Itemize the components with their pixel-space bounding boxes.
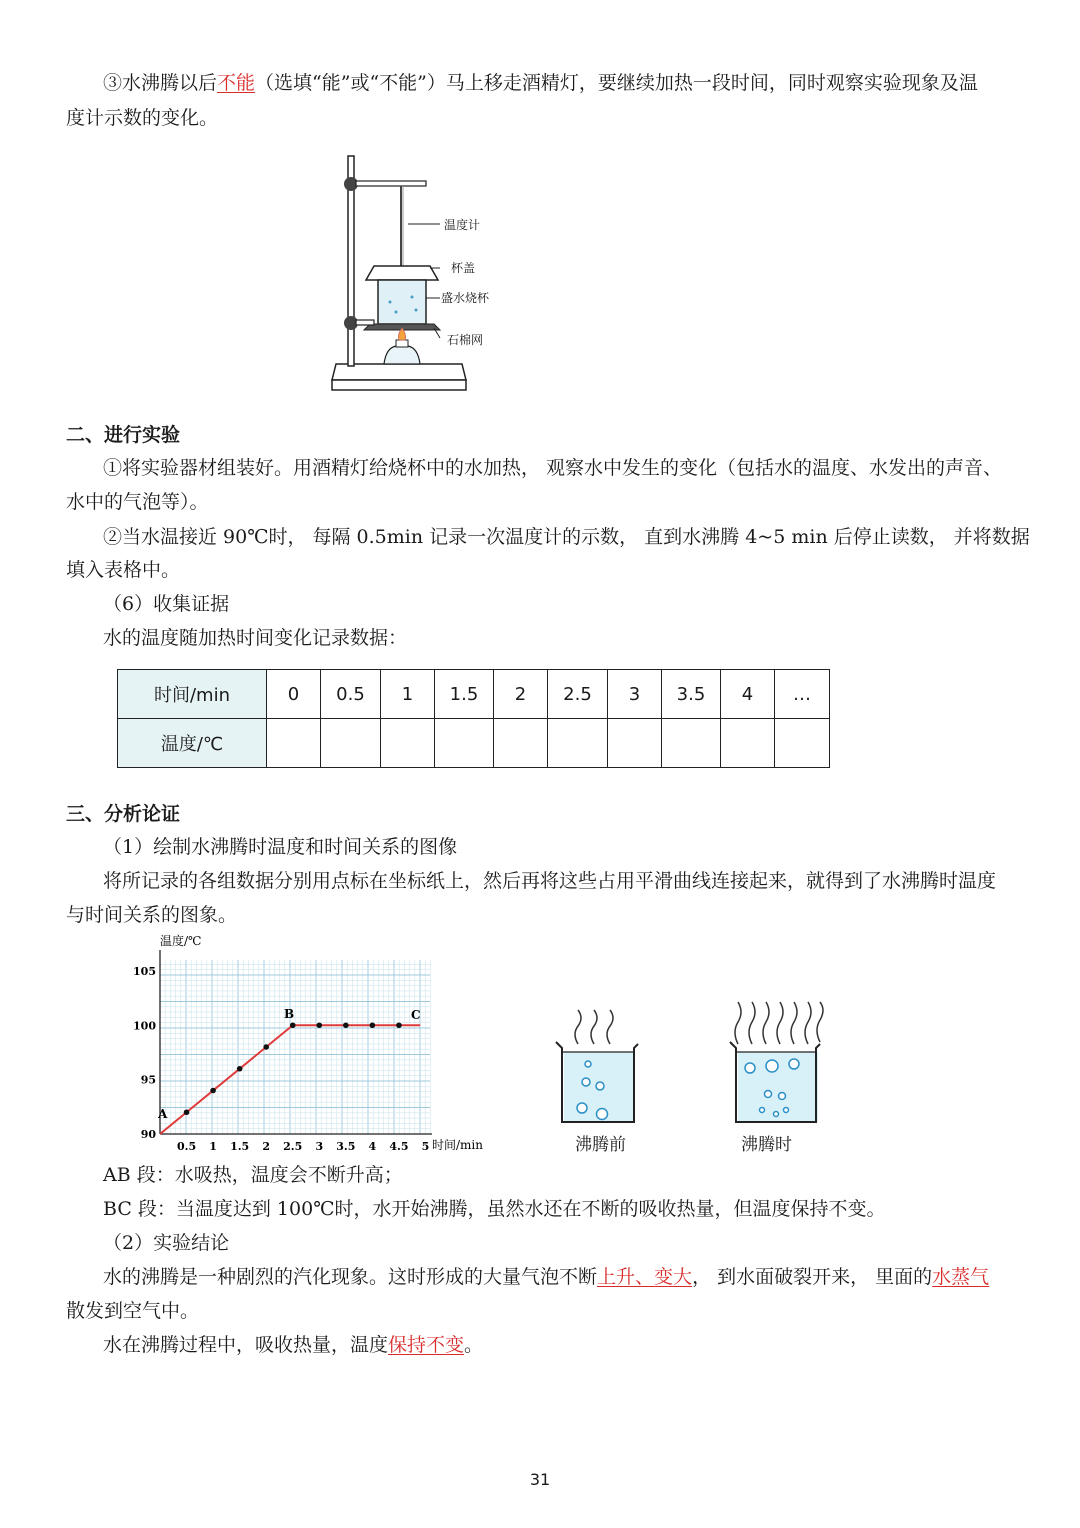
table-cell: 2 [494,670,548,719]
answer-grow: 变大 [654,1266,693,1288]
table-cell: 1.5 [435,670,494,719]
section-2-title: 二、进行实验 [66,424,181,446]
data-point [370,1022,376,1028]
y-tick-label: 100 [133,1019,156,1033]
table-row-time [118,670,830,719]
data-point [343,1022,349,1028]
table-cell-empty [608,719,662,768]
point-label-a: A [158,1107,168,1121]
table-cell-empty [494,719,548,768]
y-tick-label: 105 [133,964,156,978]
chart-grid [160,960,430,1134]
table-cell-empty [267,719,321,768]
table-cell-empty [321,719,381,768]
conclusion-mid: ， 到水面破裂开来， 里面的 [692,1266,933,1288]
table-row-temp [118,719,830,768]
step-2-line-a: ②当水温接近 90℃时， 每隔 0.5min 记录一次温度计的示数， 直到水沸腾 4~5 min 后停止读数， 并将数据 [103,526,1030,548]
final-post: 。 [464,1334,484,1356]
answer-constant: 保持不变 [388,1334,465,1356]
table-head-time: 时间/min [118,670,267,719]
line-1 [103,66,978,100]
label-beaker: 盛水烧杯 [441,291,490,305]
y-tick-label: 90 [140,1128,156,1141]
label-thermometer: 温度计 [444,218,481,232]
chart-axes [160,950,432,1134]
chart-ticks [133,965,429,1153]
data-point [210,1088,216,1094]
answer-separator: 、 [635,1266,655,1288]
table-cell: … [775,670,830,719]
data-point [290,1022,296,1028]
x-tick-label: 3 [315,1140,324,1153]
final-pre: 水在沸腾过程中，吸收热量，温度 [103,1334,389,1356]
label-lid: 杯盖 [451,261,476,275]
collect-heading: （6）收集证据 [103,593,230,615]
section-3-title: 三、分析论证 [66,803,181,825]
table-cell-empty [662,719,721,768]
beaker-during-boiling [722,998,832,1128]
conclusion-pre: 水的沸腾是一种剧烈的汽化现象。这时形成的大量气泡不断 [103,1266,598,1288]
table-cell: 1 [381,670,435,719]
table-cell: 0.5 [321,670,381,719]
x-tick-label: 2 [262,1140,271,1153]
step-2-line-b: 填入表格中。 [66,559,181,581]
x-tick-label: 4 [368,1140,377,1153]
bc-segment: BC 段：当温度达到 100℃时，水开始沸腾，虽然水还在不断的吸收热量，但温度保持不变。 [103,1198,886,1220]
x-axis-label: 时间/min [432,1138,483,1152]
y-axis-label: 温度/℃ [160,934,202,948]
table-cell: 3 [608,670,662,719]
line-1-pre: ③水沸腾以后 [103,72,218,94]
data-point [396,1022,402,1028]
x-tick-label: 2.5 [283,1140,303,1153]
label-gauze: 石棉网 [447,333,484,347]
table-cell-empty [775,719,830,768]
line-2: 度计示数的变化。 [66,107,219,129]
para-line-a: 将所记录的各组数据分别用点标在坐标纸上，然后再将这些占用平滑曲线连接起来，就得到了水沸腾时温度 [103,870,997,892]
y-tick-label: 95 [140,1073,156,1087]
table-head-temp: 温度/℃ [118,719,267,768]
table-cell: 2.5 [548,670,608,719]
conclusion-line-b: 散发到空气中。 [66,1300,200,1322]
data-point [184,1109,190,1115]
table-cell-empty [548,719,608,768]
x-tick-label: 3.5 [336,1140,356,1153]
data-point [263,1044,269,1050]
temperature-time-chart [130,932,490,1156]
ab-segment: AB 段：水吸热，温度会不断升高； [103,1164,403,1186]
conclusion-line-a [103,1260,989,1294]
table-cell-empty [381,719,435,768]
data-table [117,669,830,768]
caption-before: 沸腾前 [575,1135,626,1155]
step-1-line-a: ①将实验器材组装好。用酒精灯给烧杯中的水加热， 观察水中发生的变化（包括水的温度、水发出的声音、 [103,457,1003,479]
point-label-b: B [284,1007,295,1021]
x-tick-label: 5 [421,1140,430,1153]
para-line-b: 与时间关系的图象。 [66,904,238,926]
answer-cannot: 不能 [217,72,256,94]
answer-rise: 上升 [597,1266,636,1288]
final-line [103,1328,483,1362]
caption-during: 沸腾时 [741,1135,792,1155]
table-intro: 水的温度随加热时间变化记录数据： [103,627,408,649]
data-point [237,1066,243,1072]
step-1-line-b: 水中的气泡等）。 [66,491,209,513]
answer-vapor: 水蒸气 [932,1266,990,1288]
table-cell: 3.5 [662,670,721,719]
apparatus-figure [326,152,526,404]
line-1-post: （选填“能”或“不能”）马上移走酒精灯，要继续加热一段时间，同时观察实验现象及温 [255,72,978,94]
x-tick-label: 1.5 [230,1140,250,1153]
table-cell: 4 [721,670,775,719]
sub-heading-1: （1）绘制水沸腾时温度和时间关系的图像 [103,836,458,858]
point-label-c: C [411,1008,421,1022]
sub-heading-2: （2）实验结论 [103,1232,230,1254]
x-tick-label: 0.5 [176,1140,197,1153]
page-number: 31 [529,1470,551,1489]
data-point [316,1022,322,1028]
x-tick-label: 4.5 [389,1140,409,1153]
table-cell: 0 [267,670,321,719]
table-cell-empty [435,719,494,768]
x-tick-label: 1 [209,1140,217,1153]
table-cell-empty [721,719,775,768]
beaker-before-boiling [548,1008,648,1128]
